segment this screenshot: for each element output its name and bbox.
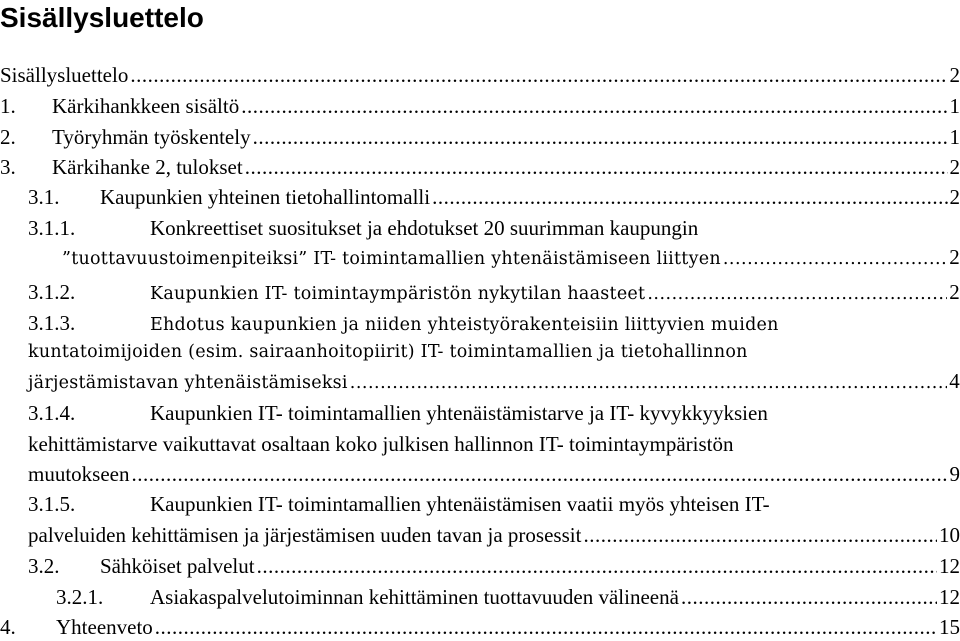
toc-entry-number: 3.1.5. bbox=[28, 490, 150, 518]
toc-entry-3-1-5[interactable] bbox=[28, 490, 960, 518]
toc-entry-label: Ehdotus kaupunkien ja niiden yhteistyörakenteisiin liittyvien muiden bbox=[150, 311, 779, 339]
toc-entry-3-1-1[interactable] bbox=[28, 214, 960, 242]
toc-entry-3-1-4-continuation-1[interactable] bbox=[28, 430, 960, 458]
toc-entry-4[interactable] bbox=[0, 613, 960, 641]
toc-entry-label: Kaupunkien IT- toimintaympäristön nykytilan haasteet bbox=[150, 280, 645, 308]
toc-entry-2[interactable] bbox=[0, 123, 960, 151]
toc-entry-number: 3.1.1. bbox=[28, 214, 150, 242]
toc-page-number: 12 bbox=[939, 583, 960, 611]
toc-entry-number: 3.1.4. bbox=[28, 399, 150, 427]
toc-page-number: 2 bbox=[949, 243, 960, 271]
toc-entry-label: Kaupunkien yhteinen tietohallintomalli bbox=[100, 183, 430, 211]
toc-entry-label-continuation: muutokseen bbox=[28, 460, 129, 488]
toc-entry-number: 3.1.2. bbox=[28, 278, 150, 306]
toc-entry-label: Kaupunkien IT- toimintamallien yhtenäistämistarve ja IT- kyvykkyyksien bbox=[150, 399, 768, 427]
toc-entry-1[interactable] bbox=[0, 92, 960, 120]
dot-leader bbox=[257, 552, 937, 580]
dot-leader bbox=[241, 92, 947, 120]
toc-entry-sisallysluettelo[interactable] bbox=[0, 61, 960, 89]
toc-page-number: 2 bbox=[950, 183, 960, 211]
toc-entry-3-1-3[interactable] bbox=[28, 309, 960, 337]
toc-entry-label: Konkreettiset suositukset ja ehdotukset 20 suurimman kaupungin bbox=[150, 214, 698, 242]
toc-entry-label: Kärkihanke 2, tulokset bbox=[52, 153, 243, 181]
toc-entry-3-2-1[interactable] bbox=[56, 583, 960, 611]
toc-entry-3-1-2[interactable] bbox=[28, 278, 960, 306]
toc-entry-3-1-4-continuation-2[interactable] bbox=[28, 460, 960, 488]
dot-leader bbox=[350, 369, 948, 397]
dot-leader bbox=[681, 583, 937, 611]
toc-entry-number: 3. bbox=[0, 153, 52, 181]
toc-entry-label-continuation: kuntatoimijoiden (esim. sairaanhoitopiirit) IT- toimintamallien ja tietohallinnon bbox=[28, 338, 748, 366]
toc-entry-3-1-4[interactable] bbox=[28, 399, 960, 427]
toc-entry-number: 2. bbox=[0, 123, 52, 151]
toc-entry-number: 4. bbox=[0, 613, 56, 641]
toc-entry-number: 3.2. bbox=[28, 552, 100, 580]
dot-leader bbox=[131, 460, 947, 488]
toc-page-number: 4 bbox=[949, 367, 960, 395]
toc-page-number: 1 bbox=[950, 123, 960, 151]
dot-leader bbox=[583, 521, 937, 549]
page-title: Sisällysluettelo bbox=[0, 0, 204, 36]
toc-page-number: 2 bbox=[950, 61, 960, 89]
toc-entry-3-1-3-continuation-1[interactable] bbox=[28, 338, 960, 366]
toc-entry-label: Sähköiset palvelut bbox=[100, 552, 255, 580]
dot-leader bbox=[130, 61, 947, 89]
toc-entry-label: Asiakaspalvelutoiminnan kehittäminen tuottavuuden välineenä bbox=[150, 583, 679, 611]
toc-page-number: 10 bbox=[939, 521, 960, 549]
toc-entry-number: 3.1. bbox=[28, 183, 100, 211]
toc-entry-3-1-5-continuation[interactable] bbox=[28, 521, 960, 549]
dot-leader bbox=[155, 613, 937, 641]
toc-entry-label: Yhteenveto bbox=[56, 613, 153, 641]
toc-entry-3-2[interactable] bbox=[28, 552, 960, 580]
toc-entry-number: 3.1.3. bbox=[28, 309, 150, 337]
toc-entry-3-1[interactable] bbox=[28, 183, 960, 211]
toc-page-number: 12 bbox=[939, 552, 960, 580]
toc-entry-label-continuation: kehittämistarve vaikuttavat osaltaan koko julkisen hallinnon IT- toimintaympäristön bbox=[28, 430, 734, 458]
toc-page-number: 9 bbox=[950, 460, 960, 488]
dot-leader bbox=[432, 183, 947, 211]
toc-entry-label: Kärkihankkeen sisältö bbox=[52, 92, 239, 120]
toc-entry-label: Sisällysluettelo bbox=[0, 61, 128, 89]
toc-entry-label-continuation: palveluiden kehittämisen ja järjestämisen uuden tavan ja prosessit bbox=[28, 521, 581, 549]
toc-page-number: 2 bbox=[950, 153, 960, 181]
toc-page-number: 1 bbox=[950, 92, 960, 120]
toc-entry-3[interactable] bbox=[0, 153, 960, 181]
toc-entry-label-continuation: ”tuottavuustoimenpiteiksi” IT- toimintamallien yhtenäistämiseen liittyen bbox=[62, 245, 721, 273]
toc-entry-3-1-1-continuation[interactable] bbox=[62, 243, 960, 271]
toc-entry-label: Työryhmän työskentely bbox=[52, 123, 251, 151]
dot-leader bbox=[245, 153, 948, 181]
dot-leader bbox=[723, 245, 947, 273]
dot-leader bbox=[253, 123, 948, 151]
toc-entry-number: 1. bbox=[0, 92, 52, 120]
toc-entry-3-1-3-continuation-2[interactable] bbox=[28, 367, 960, 395]
toc-page-number: 2 bbox=[949, 278, 960, 306]
toc-page-number: 15 bbox=[939, 613, 960, 641]
toc-entry-number: 3.2.1. bbox=[56, 583, 150, 611]
toc-entry-label-continuation: järjestämistavan yhtenäistämiseksi bbox=[28, 369, 348, 397]
dot-leader bbox=[647, 280, 947, 308]
toc-entry-label: Kaupunkien IT- toimintamallien yhtenäistämisen vaatii myös yhteisen IT- bbox=[150, 490, 770, 518]
